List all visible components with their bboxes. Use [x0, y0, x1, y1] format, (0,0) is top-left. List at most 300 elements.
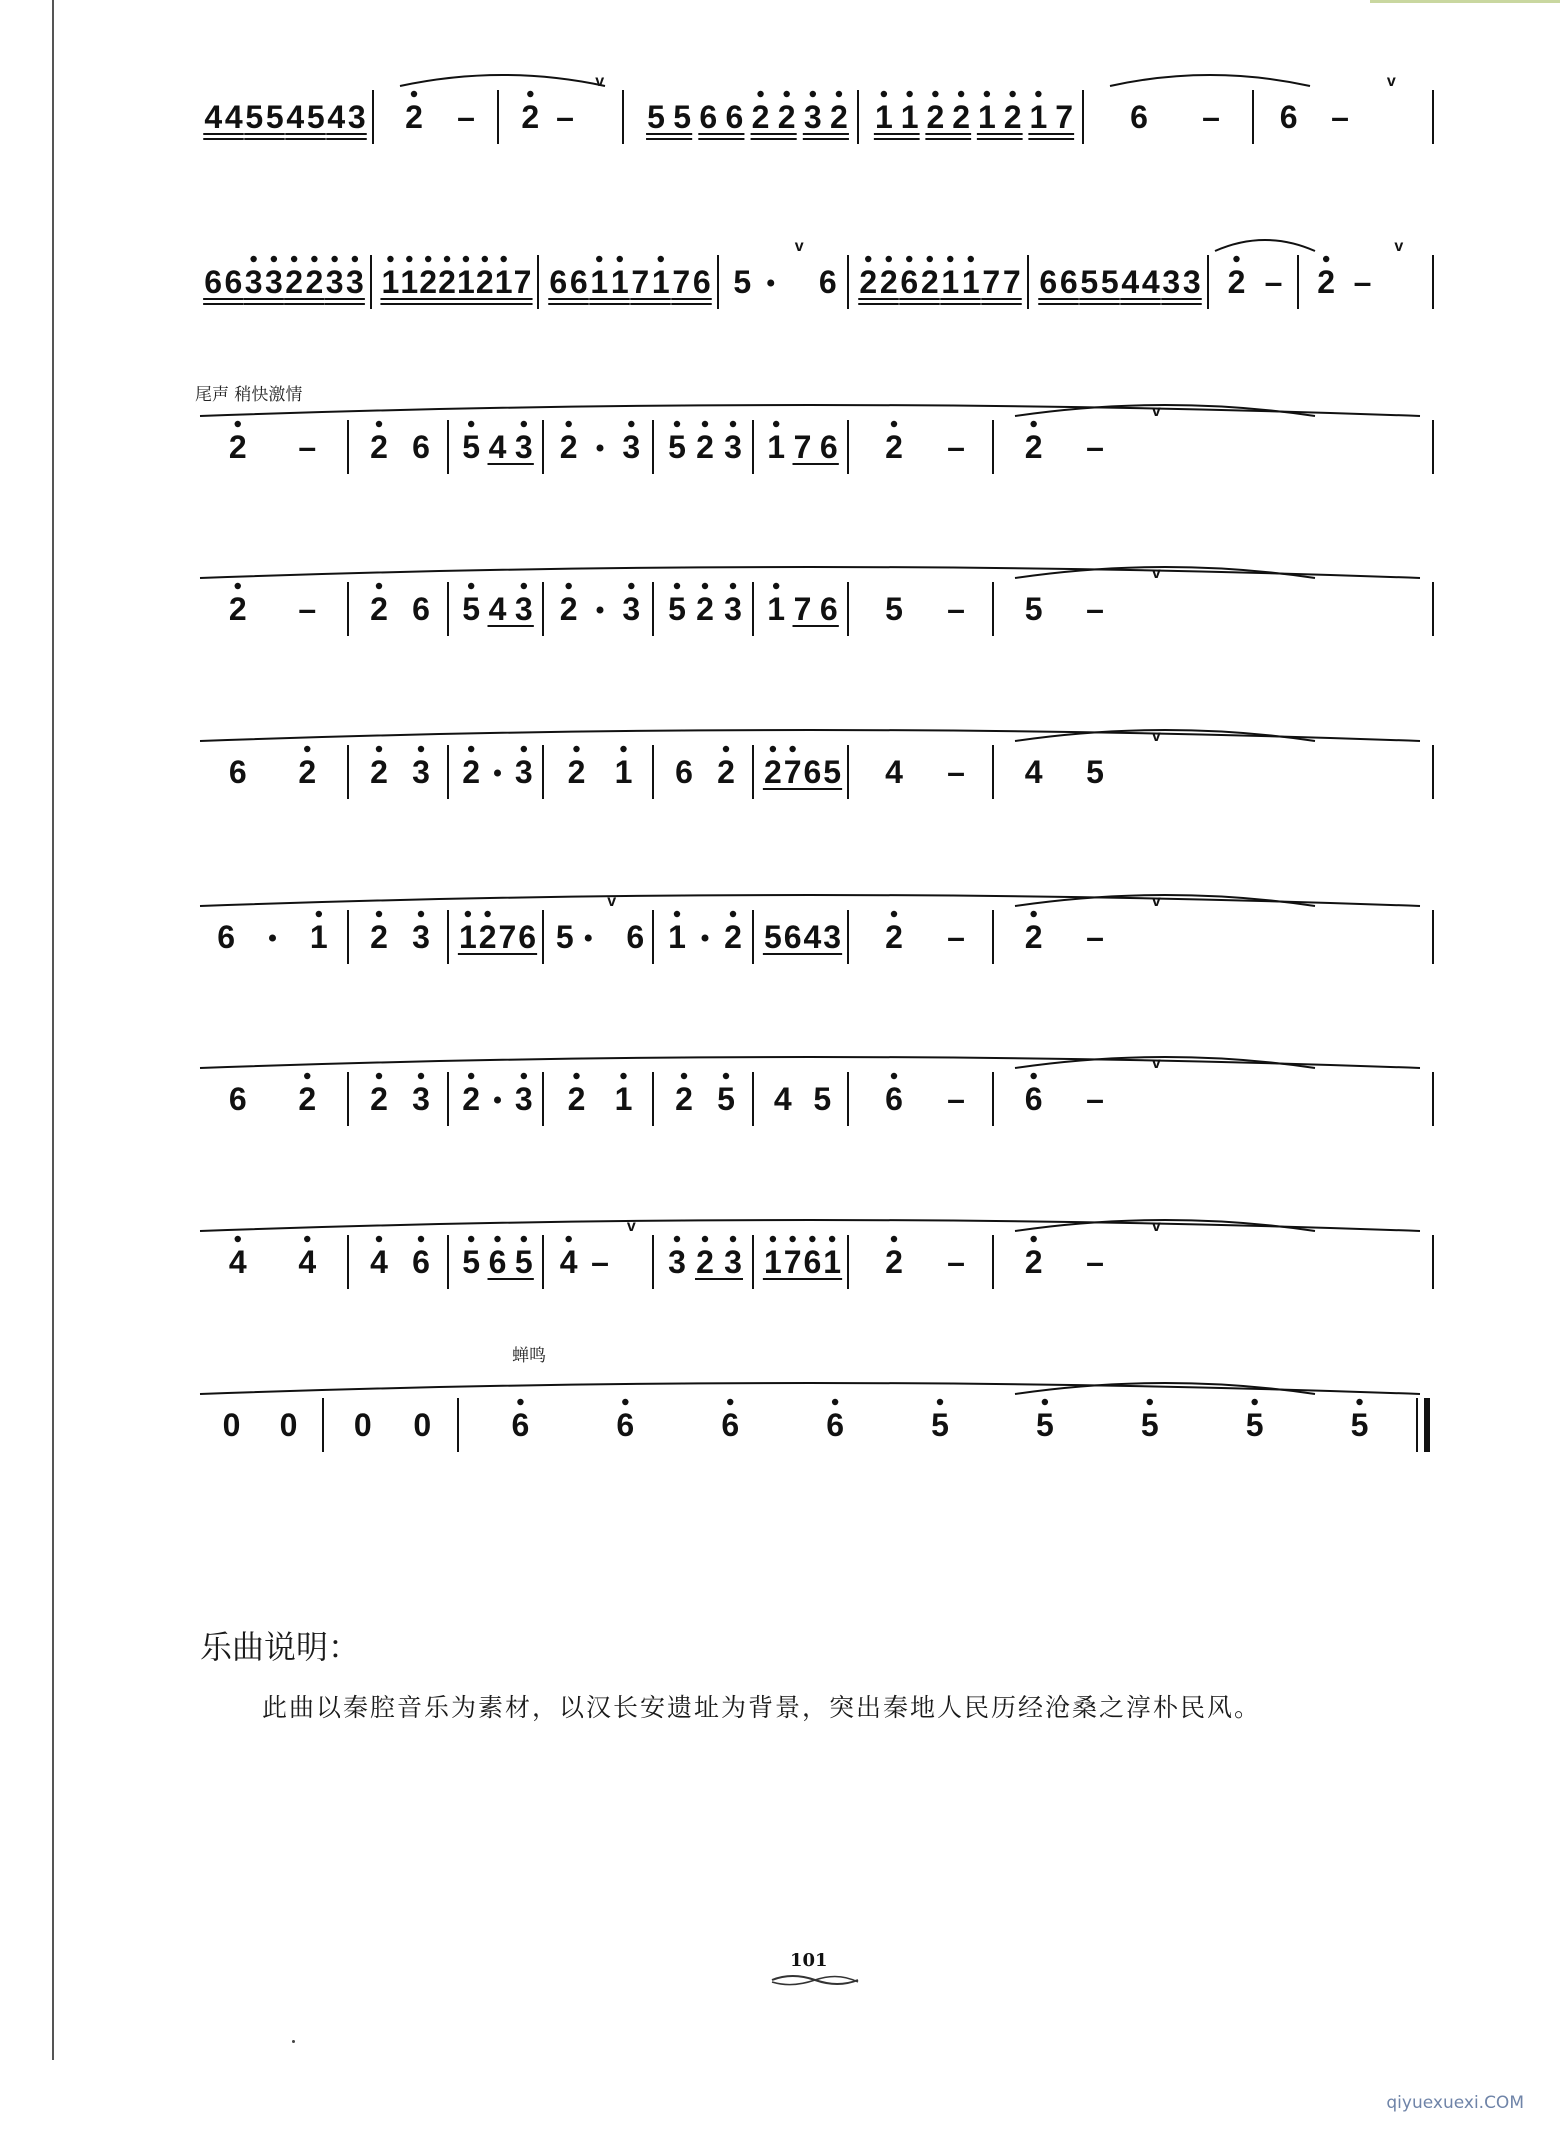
note: 6: [1039, 264, 1058, 300]
octave-dot: [891, 1236, 897, 1242]
note: 3: [1162, 264, 1181, 300]
note: 1: [823, 1244, 842, 1280]
note: 2: [724, 919, 742, 955]
octave-dot: [674, 421, 680, 427]
note: 2: [559, 591, 578, 627]
octave-dot: [770, 1236, 776, 1242]
note: 6: [721, 1407, 740, 1443]
note: 3: [668, 1244, 686, 1280]
note: 2: [478, 919, 497, 955]
note: 5: [462, 591, 481, 627]
score-line: [195, 238, 1435, 345]
octave-dot: [886, 256, 892, 262]
page-number: 101: [790, 1950, 828, 1971]
note: 5: [1245, 1407, 1264, 1443]
octave-dot: [829, 1236, 835, 1242]
octave-dot: [947, 256, 953, 262]
note: 3: [412, 919, 430, 955]
note: 7: [783, 1244, 802, 1280]
note: 4: [1121, 264, 1140, 300]
note: 2: [885, 429, 903, 465]
note: 4: [1141, 264, 1160, 300]
note: 5: [1100, 264, 1119, 300]
octave-dot: [521, 746, 527, 752]
octave-dot: [789, 746, 795, 752]
note: 2: [859, 264, 878, 300]
note: 7: [631, 264, 650, 300]
note: 2: [370, 919, 388, 955]
note: 7: [982, 264, 1001, 300]
octave-dot: [658, 256, 664, 262]
breath-mark: v: [1151, 403, 1161, 420]
note: 2: [952, 99, 971, 135]
note: 4: [204, 99, 223, 135]
note: 7: [1002, 264, 1021, 300]
octave-dot: [468, 421, 474, 427]
note: 6: [1279, 99, 1298, 135]
note: 6: [826, 1407, 845, 1443]
note: 3: [347, 99, 366, 135]
note: 1: [309, 919, 328, 955]
octave-dot: [723, 746, 729, 752]
note: 1: [767, 591, 786, 627]
description-text: 此曲以秦腔音乐为素材，以汉长安遗址为背景，突出秦地人民历经沧桑之淳朴民风。: [262, 1693, 1262, 1722]
note: 6: [803, 1244, 822, 1280]
note: 6: [1024, 1081, 1043, 1117]
octave-dot: [932, 91, 938, 97]
note: 6: [803, 754, 822, 790]
octave-dot: [376, 746, 382, 752]
octave-dot: [418, 1236, 424, 1242]
note: 6: [725, 99, 744, 135]
note: 3: [803, 99, 822, 135]
breath-mark: v: [1151, 893, 1161, 910]
octave-dot: [810, 91, 816, 97]
watermark: qiyuexuexi.COM: [1386, 2093, 1524, 2113]
breath-mark: v: [794, 238, 804, 255]
note: 2: [370, 1081, 388, 1117]
note: 2: [285, 264, 304, 300]
score-line: [195, 1388, 1435, 1488]
note: 5: [813, 1081, 832, 1117]
note: 7: [793, 591, 812, 627]
note: 5: [245, 99, 264, 135]
note: 1: [590, 264, 609, 300]
description-title: 乐曲说明：: [200, 1628, 361, 1666]
dash: –: [298, 591, 317, 627]
note: 7: [783, 754, 802, 790]
note: 7: [1055, 99, 1074, 135]
note: 5: [931, 1407, 949, 1443]
note: 3: [412, 754, 430, 790]
cicada-label: 蝉鸣: [512, 1346, 546, 1366]
note: 1: [400, 264, 419, 300]
note: 0: [279, 1407, 298, 1443]
note: 5: [668, 429, 686, 465]
note: 2: [1024, 1244, 1043, 1280]
breath-mark: v: [626, 1218, 636, 1235]
dash: –: [947, 754, 965, 790]
note: 6: [675, 754, 693, 790]
score-line: [195, 73, 1435, 180]
octave-dot: [418, 911, 424, 917]
octave-dot: [1251, 1399, 1257, 1405]
note: 1: [614, 1081, 633, 1117]
note: 2: [228, 591, 247, 627]
note: 2: [696, 429, 714, 465]
note: 3: [244, 264, 263, 300]
note: 6: [549, 264, 568, 300]
dash: –: [1202, 99, 1220, 135]
breath-mark: v: [1151, 1218, 1161, 1235]
octave-dot: [250, 256, 256, 262]
octave-dot: [376, 911, 382, 917]
breath-mark: v: [595, 73, 605, 90]
note: 7: [793, 429, 812, 465]
note: 5: [717, 1081, 735, 1117]
margin-line: [52, 0, 54, 2060]
note: 2: [1003, 99, 1022, 135]
score-line: [195, 728, 1435, 835]
octave-dot: [411, 91, 417, 97]
octave-dot: [565, 1236, 571, 1242]
note: 1: [941, 264, 960, 300]
octave-dot: [789, 1236, 795, 1242]
octave-dot: [730, 421, 736, 427]
note: 2: [926, 99, 945, 135]
octave-dot: [521, 421, 527, 427]
note: 2: [405, 99, 423, 135]
note: 4: [286, 99, 305, 135]
aug-dot: [494, 770, 501, 777]
note: 2: [675, 1081, 693, 1117]
note: 6: [228, 754, 247, 790]
note: 3: [514, 754, 533, 790]
note: 0: [353, 1407, 372, 1443]
octave-dot: [376, 1236, 382, 1242]
note: 2: [920, 264, 939, 300]
note: 2: [521, 99, 540, 135]
note: 5: [306, 99, 325, 135]
octave-dot: [891, 1073, 897, 1079]
note: 6: [818, 264, 837, 300]
note: 5: [265, 99, 284, 135]
note: 2: [370, 429, 388, 465]
note: 2: [567, 1081, 586, 1117]
octave-dot: [235, 1236, 241, 1242]
octave-dot: [521, 1236, 527, 1242]
note: 4: [1024, 754, 1043, 790]
octave-dot: [628, 421, 634, 427]
note: 2: [1024, 919, 1043, 955]
octave-dot: [484, 911, 490, 917]
note: 6: [783, 919, 802, 955]
dash: –: [1086, 429, 1104, 465]
octave-dot: [1030, 1073, 1036, 1079]
octave-dot: [573, 746, 579, 752]
note: 4: [773, 1081, 792, 1117]
note: 6: [699, 99, 718, 135]
note: 1: [458, 919, 477, 955]
note: 4: [803, 919, 822, 955]
note: 2: [462, 1081, 481, 1117]
note: 5: [1350, 1407, 1369, 1443]
stray-dot: [292, 2040, 295, 2043]
note: 2: [751, 99, 770, 135]
aug-dot: [269, 935, 276, 942]
score-line: [195, 893, 1435, 1000]
corner-mark: [1370, 0, 1560, 3]
note: 6: [1059, 264, 1078, 300]
octave-dot: [1030, 421, 1036, 427]
note: 4: [488, 429, 507, 465]
note: 1: [610, 264, 629, 300]
page-ornament: [770, 1972, 860, 1988]
octave-dot: [770, 746, 776, 752]
octave-dot: [681, 1073, 687, 1079]
octave-dot: [674, 911, 680, 917]
note: 2: [879, 264, 898, 300]
note: 6: [217, 919, 236, 955]
note: 1: [614, 754, 633, 790]
octave-dot: [617, 256, 623, 262]
note: 1: [668, 919, 686, 955]
note: 5: [462, 429, 481, 465]
note: 2: [885, 1244, 903, 1280]
note: 5: [647, 99, 665, 135]
octave-dot: [387, 256, 393, 262]
note: 3: [514, 429, 533, 465]
note: 1: [900, 99, 919, 135]
note: 4: [224, 99, 243, 135]
octave-dot: [832, 1399, 838, 1405]
octave-dot: [468, 1236, 474, 1242]
octave-dot: [494, 1236, 500, 1242]
note: 3: [412, 1081, 430, 1117]
note: 3: [345, 264, 364, 300]
octave-dot: [906, 91, 912, 97]
octave-dot: [723, 1073, 729, 1079]
octave-dot: [984, 91, 990, 97]
octave-dot: [783, 91, 789, 97]
octave-dot: [1035, 91, 1041, 97]
octave-dot: [927, 256, 933, 262]
score-line: [195, 403, 1435, 510]
note: 2: [438, 264, 456, 300]
octave-dot: [968, 256, 974, 262]
dash: –: [1353, 264, 1372, 300]
note: 2: [298, 1081, 317, 1117]
dash: –: [1086, 919, 1104, 955]
octave-dot: [1042, 1399, 1048, 1405]
octave-dot: [730, 583, 736, 589]
octave-dot: [730, 1236, 736, 1242]
octave-dot: [1356, 1399, 1362, 1405]
note: 7: [498, 919, 517, 955]
octave-dot: [521, 583, 527, 589]
dash: –: [947, 1081, 965, 1117]
note: 1: [494, 264, 513, 300]
note: 3: [514, 591, 533, 627]
octave-dot: [730, 911, 736, 917]
octave-dot: [468, 746, 474, 752]
note: 3: [724, 591, 742, 627]
note: 5: [514, 1244, 533, 1280]
note: 6: [1130, 99, 1148, 135]
octave-dot: [622, 1399, 628, 1405]
note: 2: [763, 754, 782, 790]
note: 3: [622, 429, 641, 465]
note: 6: [204, 264, 223, 300]
octave-dot: [865, 256, 871, 262]
note: 5: [555, 919, 574, 955]
note: 2: [1024, 429, 1043, 465]
note: 2: [717, 754, 735, 790]
note: 3: [264, 264, 283, 300]
note: 2: [298, 754, 317, 790]
note: 1: [763, 1244, 782, 1280]
note: 1: [1029, 99, 1048, 135]
note: 4: [488, 591, 507, 627]
octave-dot: [331, 256, 337, 262]
dash: –: [1086, 1244, 1104, 1280]
octave-dot: [517, 1399, 523, 1405]
note: 7: [513, 264, 532, 300]
note: 5: [823, 754, 842, 790]
octave-dot: [304, 746, 310, 752]
octave-dot: [304, 1236, 310, 1242]
octave-dot: [565, 421, 571, 427]
note: 1: [961, 264, 980, 300]
note: 1: [977, 99, 996, 135]
note: 1: [767, 429, 786, 465]
note: 6: [488, 1244, 507, 1280]
note: 2: [370, 591, 388, 627]
note: 2: [305, 264, 324, 300]
note: 3: [514, 1081, 533, 1117]
note: 6: [224, 264, 243, 300]
note: 4: [885, 754, 903, 790]
tie: [1110, 75, 1310, 86]
tie: [400, 75, 605, 86]
note: 7: [672, 264, 691, 300]
note: 5: [763, 919, 782, 955]
octave-dot: [773, 421, 779, 427]
octave-dot: [468, 1073, 474, 1079]
octave-dot: [757, 91, 763, 97]
octave-dot: [304, 1073, 310, 1079]
octave-dot: [418, 746, 424, 752]
note: 6: [900, 264, 919, 300]
octave-dot: [271, 256, 277, 262]
octave-dot: [628, 583, 634, 589]
note: 6: [412, 1244, 430, 1280]
octave-dot: [674, 1236, 680, 1242]
octave-dot: [891, 911, 897, 917]
octave-dot: [1323, 256, 1329, 262]
octave-dot: [891, 421, 897, 427]
octave-dot: [352, 256, 358, 262]
octave-dot: [702, 1236, 708, 1242]
note: 1: [381, 264, 400, 300]
score-line: [195, 565, 1435, 672]
octave-dot: [311, 256, 317, 262]
note: 6: [885, 1081, 903, 1117]
note: 3: [1182, 264, 1201, 300]
octave-dot: [465, 911, 471, 917]
dash: –: [1331, 99, 1349, 135]
breath-mark: v: [1394, 238, 1404, 255]
note: 2: [777, 99, 796, 135]
note: 6: [626, 919, 645, 955]
dash: –: [298, 429, 317, 465]
dash: –: [947, 1244, 965, 1280]
octave-dot: [620, 1073, 626, 1079]
note: 5: [733, 264, 752, 300]
note: 2: [1317, 264, 1336, 300]
note: 2: [228, 429, 247, 465]
octave-dot: [527, 91, 533, 97]
note: 4: [228, 1244, 247, 1280]
dash: –: [947, 919, 965, 955]
note: 4: [370, 1244, 388, 1280]
octave-dot: [291, 256, 297, 262]
octave-dot: [316, 911, 322, 917]
octave-dot: [376, 421, 382, 427]
note: 5: [462, 1244, 481, 1280]
note: 5: [1140, 1407, 1159, 1443]
octave-dot: [881, 91, 887, 97]
breath-mark: v: [607, 893, 617, 910]
note: 5: [1086, 754, 1104, 790]
note: 2: [370, 754, 388, 790]
octave-dot: [444, 256, 450, 262]
note: 4: [298, 1244, 317, 1280]
note: 5: [885, 591, 903, 627]
aug-dot: [597, 445, 604, 452]
note: 5: [668, 591, 686, 627]
octave-dot: [1030, 911, 1036, 917]
octave-dot: [702, 583, 708, 589]
note: 6: [412, 591, 430, 627]
score-line: [195, 1218, 1435, 1325]
note: 6: [616, 1407, 635, 1443]
note: 2: [885, 919, 903, 955]
dash: –: [947, 429, 965, 465]
octave-dot: [620, 746, 626, 752]
octave-dot: [727, 1399, 733, 1405]
note: 3: [823, 919, 842, 955]
tie: [1215, 240, 1315, 251]
octave-dot: [235, 421, 241, 427]
octave-dot: [376, 583, 382, 589]
note: 2: [475, 264, 494, 300]
aug-dot: [702, 935, 709, 942]
note: 2: [559, 429, 578, 465]
octave-dot: [521, 1073, 527, 1079]
note: 5: [1035, 1407, 1054, 1443]
score-line: [195, 1055, 1435, 1162]
aug-dot: [585, 935, 592, 942]
note: 6: [228, 1081, 247, 1117]
note: 3: [325, 264, 344, 300]
dash: –: [457, 99, 475, 135]
note: 2: [419, 264, 438, 300]
octave-dot: [565, 583, 571, 589]
octave-dot: [937, 1399, 943, 1405]
note: 2: [696, 591, 714, 627]
octave-dot: [1030, 1236, 1036, 1242]
